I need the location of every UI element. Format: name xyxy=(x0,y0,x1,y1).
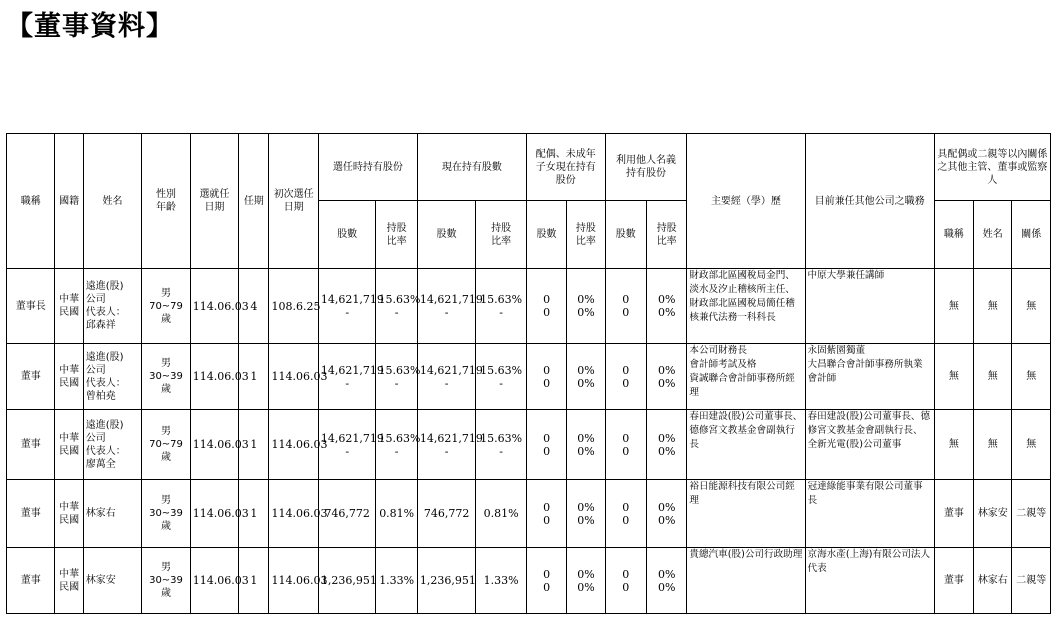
cell-nationality: 中華 民國 xyxy=(55,344,83,410)
header-experience: 主要經（學）歷 xyxy=(687,134,805,269)
cell-term: 1 xyxy=(239,548,269,614)
header-spouse-shares: 配偶、未成年 子女現在持有 股份 xyxy=(526,134,605,201)
header-title: 職稱 xyxy=(7,134,55,269)
page-title: 【董事資料】 xyxy=(6,11,174,42)
cell-elected-date: 114.06.03 xyxy=(190,410,238,480)
cell-ratio-current: 0.81% xyxy=(476,480,526,548)
cell-spouse-ratio: 0% 0% xyxy=(567,344,605,410)
cell-first-elected: 114.06.03 xyxy=(269,480,318,548)
cell-spouse-shares: 0 0 xyxy=(526,344,566,410)
cell-gender-age: 男 30~39 歲 xyxy=(142,480,190,548)
cell-ratio-current: 15.63% - xyxy=(476,269,526,344)
cell-related-relation: 無 xyxy=(1012,344,1051,410)
cell-related-name: 無 xyxy=(974,269,1012,344)
cell-spouse-shares: 0 0 xyxy=(526,269,566,344)
cell-nominee-shares: 0 0 xyxy=(605,548,646,614)
table-row xyxy=(7,548,1051,614)
table-row xyxy=(7,344,1051,410)
cell-name: 遠進(股) 公司 代表人： 廖萬全 xyxy=(83,410,142,480)
header-current-shares: 現在持有股數 xyxy=(417,134,526,201)
sub-shares: 股數 xyxy=(318,201,376,269)
cell-nominee-shares: 0 0 xyxy=(605,410,646,480)
cell-concurrent: 永固紫園獨董 大昌聯合會計師事務所執業會計師 xyxy=(805,344,934,410)
cell-title: 董事 xyxy=(7,548,55,614)
header-term: 任期 xyxy=(239,134,269,269)
header-nominee-shares: 利用他人名義 持有股份 xyxy=(605,134,687,201)
cell-first-elected: 114.06.03 xyxy=(269,344,318,410)
cell-related-name: 林家右 xyxy=(974,548,1012,614)
cell-nationality: 中華 民國 xyxy=(55,269,83,344)
cell-concurrent: 中原大學兼任講師 xyxy=(805,269,934,344)
cell-ratio-current: 15.63% - xyxy=(476,344,526,410)
cell-experience: 春田建設(股)公司董事長、德修宮文教基金會副執行長 xyxy=(687,410,805,480)
cell-title: 董事 xyxy=(7,344,55,410)
cell-title: 董事 xyxy=(7,480,55,548)
header-concurrent: 目前兼任其他公司之職務 xyxy=(805,134,934,269)
cell-experience: 貴總汽車(股)公司行政助理 xyxy=(687,548,805,614)
cell-elected-date: 114.06.03 xyxy=(190,548,238,614)
sub-name: 姓名 xyxy=(974,201,1012,269)
cell-concurrent: 冠達綠能事業有限公司董事長 xyxy=(805,480,934,548)
cell-term: 4 xyxy=(239,269,269,344)
cell-concurrent: 京海水產(上海)有限公司法人代表 xyxy=(805,548,934,614)
cell-spouse-ratio: 0% 0% xyxy=(567,548,605,614)
sub-shares: 股數 xyxy=(526,201,566,269)
cell-related-title: 董事 xyxy=(934,548,973,614)
cell-first-elected: 114.06.03 xyxy=(269,548,318,614)
header-elected-date: 選就任 日期 xyxy=(190,134,238,269)
cell-ratio-election: 15.63% - xyxy=(376,344,417,410)
cell-title: 董事 xyxy=(7,410,55,480)
cell-related-relation: 無 xyxy=(1012,410,1051,480)
cell-shares-election: 14,621,719 - xyxy=(318,410,376,480)
header-name: 姓名 xyxy=(83,134,142,269)
cell-nominee-shares: 0 0 xyxy=(605,344,646,410)
header-related: 具配偶或二親等以內關係之其他主管、董事或監察人 xyxy=(934,134,1050,201)
cell-shares-election: 746,772 xyxy=(318,480,376,548)
header-nationality: 國籍 xyxy=(55,134,83,269)
cell-elected-date: 114.06.03 xyxy=(190,480,238,548)
cell-related-title: 無 xyxy=(934,269,973,344)
cell-spouse-shares: 0 0 xyxy=(526,480,566,548)
cell-related-name: 林家安 xyxy=(974,480,1012,548)
cell-ratio-current: 1.33% xyxy=(476,548,526,614)
cell-spouse-ratio: 0% 0% xyxy=(567,410,605,480)
header-shares-at-election: 選任時持有股份 xyxy=(318,134,417,201)
cell-shares-election: 1,236,951 xyxy=(318,548,376,614)
cell-experience: 財政部北區國稅局金門、淡水及汐止稽核所主任、財政部北區國稅局簡任稽核兼代法務一科科長 xyxy=(687,269,805,344)
header-row-1 xyxy=(7,134,1051,201)
cell-ratio-election: 1.33% xyxy=(376,548,417,614)
cell-nominee-ratio: 0% 0% xyxy=(647,410,687,480)
cell-ratio-election: 0.81% xyxy=(376,480,417,548)
sub-ratio: 持股 比率 xyxy=(376,201,417,269)
cell-first-elected: 108.6.25 xyxy=(269,269,318,344)
cell-name: 遠進(股) 公司 代表人： 邱森祥 xyxy=(83,269,142,344)
cell-ratio-current: 15.63% - xyxy=(476,410,526,480)
cell-shares-current: 14,621,719 - xyxy=(417,269,476,344)
cell-related-title: 無 xyxy=(934,344,973,410)
cell-nominee-ratio: 0% 0% xyxy=(647,480,687,548)
sub-title: 職稱 xyxy=(934,201,973,269)
cell-elected-date: 114.06.03 xyxy=(190,269,238,344)
sub-ratio: 持股 比率 xyxy=(567,201,605,269)
cell-shares-current: 14,621,719 - xyxy=(417,344,476,410)
cell-nationality: 中華 民國 xyxy=(55,548,83,614)
cell-related-title: 董事 xyxy=(934,480,973,548)
cell-term: 1 xyxy=(239,344,269,410)
cell-spouse-ratio: 0% 0% xyxy=(567,480,605,548)
cell-gender-age: 男 70~79 歲 xyxy=(142,269,190,344)
cell-gender-age: 男 30~39 歲 xyxy=(142,548,190,614)
table-row xyxy=(7,269,1051,344)
cell-shares-current: 1,236,951 xyxy=(417,548,476,614)
table-row xyxy=(7,410,1051,480)
cell-title: 董事長 xyxy=(7,269,55,344)
sub-relation: 關係 xyxy=(1012,201,1051,269)
sub-ratio: 持股 比率 xyxy=(476,201,526,269)
cell-name: 林家右 xyxy=(83,480,142,548)
table-row xyxy=(7,480,1051,548)
cell-shares-election: 14,621,719 - xyxy=(318,269,376,344)
header-gender-age: 性別 年齡 xyxy=(142,134,190,269)
cell-shares-current: 746,772 xyxy=(417,480,476,548)
header-first-elected: 初次選任 日期 xyxy=(269,134,318,269)
cell-shares-election: 14,621,719 - xyxy=(318,344,376,410)
cell-ratio-election: 15.63% - xyxy=(376,269,417,344)
cell-elected-date: 114.06.03 xyxy=(190,344,238,410)
sub-ratio: 持股 比率 xyxy=(647,201,687,269)
cell-related-relation: 無 xyxy=(1012,269,1051,344)
cell-nominee-ratio: 0% 0% xyxy=(647,269,687,344)
cell-nationality: 中華 民國 xyxy=(55,410,83,480)
cell-related-name: 無 xyxy=(974,344,1012,410)
cell-name: 遠進(股) 公司 代表人： 曾柏堯 xyxy=(83,344,142,410)
cell-nominee-shares: 0 0 xyxy=(605,480,646,548)
cell-name: 林家安 xyxy=(83,548,142,614)
cell-related-relation: 二親等 xyxy=(1012,480,1051,548)
cell-shares-current: 14,621,719 - xyxy=(417,410,476,480)
cell-experience: 本公司財務長 會計師考試及格 資誠聯合會計師事務所經理 xyxy=(687,344,805,410)
cell-related-relation: 二親等 xyxy=(1012,548,1051,614)
cell-gender-age: 男 30~39 歲 xyxy=(142,344,190,410)
cell-nominee-ratio: 0% 0% xyxy=(647,344,687,410)
cell-related-name: 無 xyxy=(974,410,1012,480)
cell-concurrent: 春田建設(股)公司董事長、德修宮文教基金會副執行長、全新光電(股)公司董事 xyxy=(805,410,934,480)
cell-term: 1 xyxy=(239,410,269,480)
cell-nationality: 中華 民國 xyxy=(55,480,83,548)
cell-nominee-ratio: 0% 0% xyxy=(647,548,687,614)
cell-spouse-shares: 0 0 xyxy=(526,548,566,614)
director-table xyxy=(6,133,1051,614)
cell-spouse-shares: 0 0 xyxy=(526,410,566,480)
cell-ratio-election: 15.63% - xyxy=(376,410,417,480)
sub-shares: 股數 xyxy=(605,201,646,269)
sub-shares: 股數 xyxy=(417,201,476,269)
cell-first-elected: 114.06.03 xyxy=(269,410,318,480)
cell-term: 1 xyxy=(239,480,269,548)
cell-spouse-ratio: 0% 0% xyxy=(567,269,605,344)
cell-gender-age: 男 70~79 歲 xyxy=(142,410,190,480)
cell-experience: 裕日能源科技有限公司經理 xyxy=(687,480,805,548)
cell-related-title: 無 xyxy=(934,410,973,480)
cell-nominee-shares: 0 0 xyxy=(605,269,646,344)
